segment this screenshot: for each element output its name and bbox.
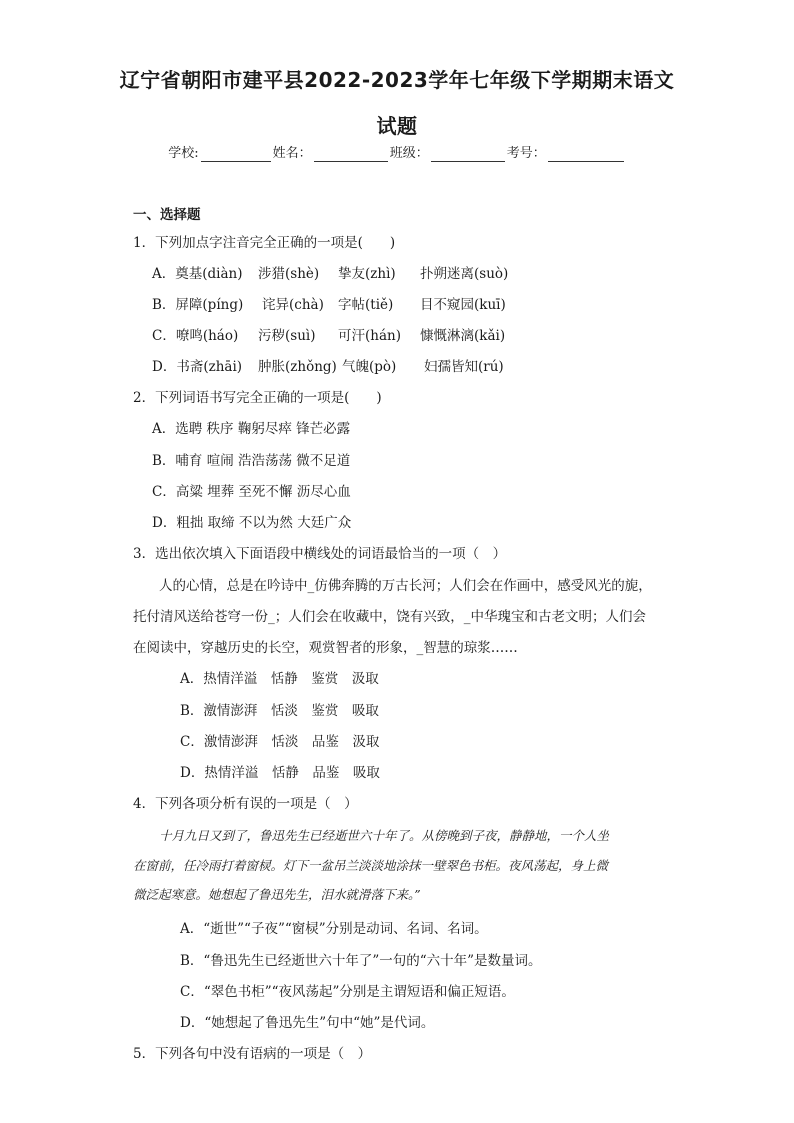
q4-option-d[interactable]: D．“她想起了鲁迅先生”句中“她”是代词。 [180, 1015, 435, 1031]
exam-number-field[interactable] [507, 146, 626, 162]
document-title-line1: 辽宁省朝阳市建平县2022-2023学年七年级下学期期末语文 [119, 68, 675, 92]
q4-stem: 4．下列各项分析有误的一项是（ ） [133, 796, 358, 812]
q2-option-d[interactable]: D．粗拙 取缔 不以为然 大廷广众 [152, 515, 352, 531]
exam-number-blank[interactable] [548, 147, 624, 162]
q3-passage-line1: 人的心情，总是在吟诗中_仿佛奔腾的万古长河；人们会在作画中，感受风光的旎， [159, 578, 652, 594]
q3-passage-line2: 托付清风送给苍穹一份_；人们会在收藏中，饶有兴致，_中华瑰宝和古老文明；人们会 [133, 609, 646, 625]
q4-option-b[interactable]: B．“鲁迅先生已经逝世六十年了”一句的“六十年”是数量词。 [180, 953, 542, 969]
q1-b-3: 字帖(tiě) [338, 297, 394, 313]
school-field[interactable] [168, 146, 272, 162]
section-heading: 一、选择题 [133, 207, 201, 223]
q3-passage-line3: 在阅读中，穿越历史的长空，观赏智者的形象，_智慧的琼浆…… [133, 640, 518, 656]
class-field[interactable] [390, 146, 507, 162]
q1-d-3: 气魄(pò) [342, 359, 397, 375]
q1-a-4: 扑朔迷离(suò) [420, 266, 509, 282]
q1-d-1: D．书斋(zhāi) [152, 359, 243, 375]
q3-option-d[interactable]: D．热情洋溢 恬静 品鉴 吸取 [180, 765, 380, 781]
school-blank[interactable] [201, 147, 271, 162]
q2-option-b[interactable]: B．哺育 喧闹 浩浩荡荡 微不足道 [152, 453, 351, 469]
q1-b-1: B．屏障(píng) [152, 297, 244, 313]
q1-a-3: 挚友(zhì) [338, 266, 396, 282]
q4-quote-line3: 微泛起寒意。她想起了鲁迅先生，泪水就滑落下来。” [133, 887, 421, 902]
q3-option-a[interactable]: A．热情洋溢 恬静 鉴赏 汲取 [180, 671, 379, 687]
q4-option-c[interactable]: C．“翠色书柜”“夜风荡起”分别是主谓短语和偏正短语。 [180, 984, 515, 1000]
q1-b-2: 诧异(chà) [262, 297, 324, 313]
q1-c-4: 慷慨淋漓(kǎi) [420, 328, 506, 344]
q2-option-a[interactable]: A．选聘 秩序 鞠躬尽瘁 锋芒必露 [152, 421, 351, 437]
q2-option-c[interactable]: C．高粱 埋葬 至死不懈 沥尽心血 [152, 484, 351, 500]
q1-c-3: 可汗(hán) [338, 328, 401, 344]
school-label: 学校: [168, 146, 199, 161]
student-info-row [0, 146, 794, 162]
q1-d-4: 妇孺皆知(rú) [424, 359, 504, 375]
name-blank[interactable] [314, 147, 388, 162]
exam-number-label: 考号： [506, 146, 546, 161]
name-field[interactable] [273, 146, 390, 162]
name-label: 姓名： [272, 146, 312, 161]
q1-d-2: 肿胀(zhǒng) [258, 359, 337, 375]
q1-a-2: 涉猎(shè) [258, 266, 320, 282]
document-title-line2: 试题 [376, 114, 418, 138]
q1-c-2: 污秽(suì) [258, 328, 316, 344]
q5-stem: 5．下列各句中没有语病的一项是（ ） [133, 1046, 372, 1062]
q3-option-b[interactable]: B．激情澎湃 恬淡 鉴赏 吸取 [180, 703, 379, 719]
class-label: 班级： [389, 146, 429, 161]
q4-option-a[interactable]: A．“逝世”“子夜”“窗棂”分别是动词、名词、名词。 [180, 921, 488, 937]
q2-stem: 2．下列词语书写完全正确的一项是( ) [133, 390, 382, 406]
q4-quote-line2: 在窗前，任冷雨打着窗棂。灯下一盆吊兰淡淡地涂抹一壁翠色书柜。夜风荡起，身上微 [133, 858, 609, 873]
q1-a-1: A．奠基(diàn) [152, 266, 243, 282]
q1-stem: 1．下列加点字注音完全正确的一项是( ) [133, 235, 396, 251]
q1-b-4: 目不窥园(kuī) [420, 297, 506, 313]
q3-stem: 3．选出依次填入下面语段中横线处的词语最恰当的一项（ ） [133, 546, 507, 562]
q4-quote-line1: 十月九日又到了，鲁迅先生已经逝世六十年了。从傍晚到子夜，静静地，一个人坐 [159, 828, 610, 843]
q1-c-1: C．嘹鸣(háo) [152, 328, 239, 344]
q3-option-c[interactable]: C．激情澎湃 恬淡 品鉴 汲取 [180, 734, 380, 750]
class-blank[interactable] [431, 147, 505, 162]
